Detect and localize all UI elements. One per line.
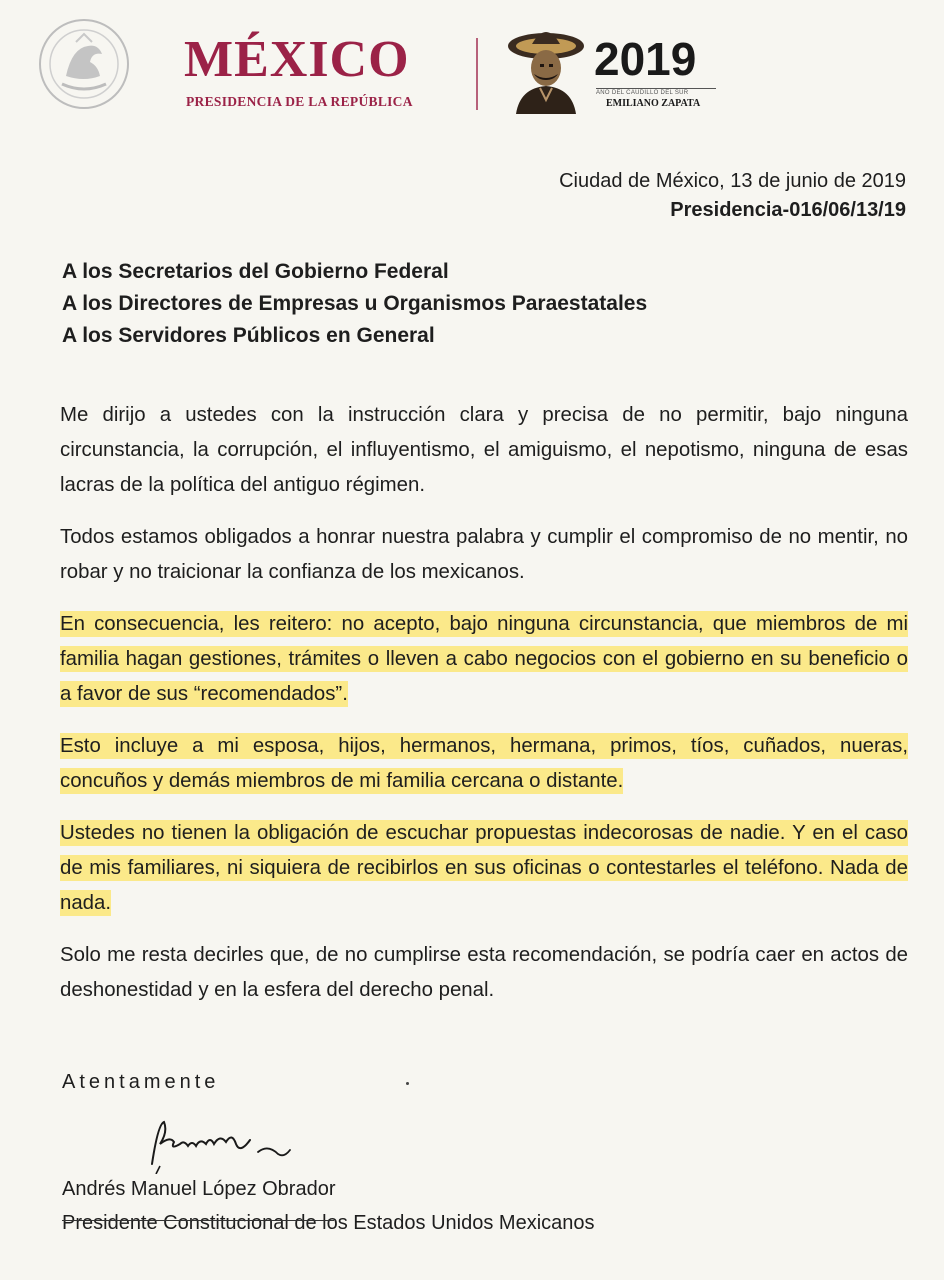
ink-dot [406,1082,409,1085]
signature-stroke [62,1220,334,1221]
signer-block [62,1172,595,1240]
dateline [559,167,906,225]
year-name: EMILIANO ZAPATA [606,98,701,109]
paragraph-text: Ustedes no tienen la obligación de escuchar propuestas indecorosas de nadie. Y en el caso de mis familiares, ni siquiera de recibirlos en sus oficinas o contestarles el teléfono. Nada de nada. [60,822,908,914]
paragraph-text: Me dirijo a ustedes con la instrucción clara y precisa de no permitir, bajo ninguna circunstancia, la corrupción, el influyentismo, el amiguismo, el nepotismo, ninguna de esas lacras de la política del antiguo régimen. [60,404,908,496]
year-title: 2019 [594,33,697,85]
place-date: Ciudad de México, 13 de junio de 2019 [559,170,906,192]
paragraph-text: Todos estamos obligados a honrar nuestra palabra y cumplir el compromiso de no mentir, no robar y no traicionar la confianza de los mexicanos. [60,526,908,583]
year-underline [596,88,716,89]
country-title: MÉXICO [184,31,410,88]
highlighted-paragraph [60,729,908,799]
header-divider [476,38,478,110]
signer-name: Andrés Manuel López Obrador [62,1178,336,1200]
paragraph [60,398,908,503]
paragraph [60,938,908,1008]
zapata-portrait-icon [506,22,586,114]
letterhead [28,12,728,112]
recipient-line: A los Secretarios del Gobierno Federal [62,260,449,283]
highlighted-paragraph [60,607,908,712]
handwritten-signature [140,1114,300,1174]
paragraph-text: Esto incluye a mi esposa, hijos, hermanos, hermana, primos, tíos, cuñados, nueras, concuños y demás miembros de mi familia cercana o distante. [60,735,908,792]
closing: Atentamente [62,1071,220,1093]
recipient-line: A los Directores de Empresas u Organismos Paraestatales [62,292,648,315]
mexico-coat-of-arms-icon [32,18,136,110]
paragraph-text: En consecuencia, les reitero: no acepto, bajo ninguna circunstancia, que miembros de mi familia hagan gestiones, trámites o lleven a cabo negocios con el gobierno en su beneficio o a favor de sus “recomendados”. [60,613,908,705]
department-subtitle: PRESIDENCIA DE LA REPÚBLICA [186,94,413,109]
signer-title: Presidente Constitucional de los Estados Unidos Mexicanos [62,1212,595,1234]
letter-body [60,398,908,1025]
reference-number: Presidencia-016/06/13/19 [670,199,906,221]
year-caption: AÑO DEL CAUDILLO DEL SUR [596,90,689,96]
paragraph [60,520,908,590]
recipients-block [62,256,647,352]
paragraph-text: Solo me resta decirles que, de no cumplirse esta recomendación, se podría caer en actos de deshonestidad y en la esfera del derecho penal. [60,944,908,1001]
recipient-line: A los Servidores Públicos en General [62,324,435,347]
highlighted-paragraph [60,816,908,921]
